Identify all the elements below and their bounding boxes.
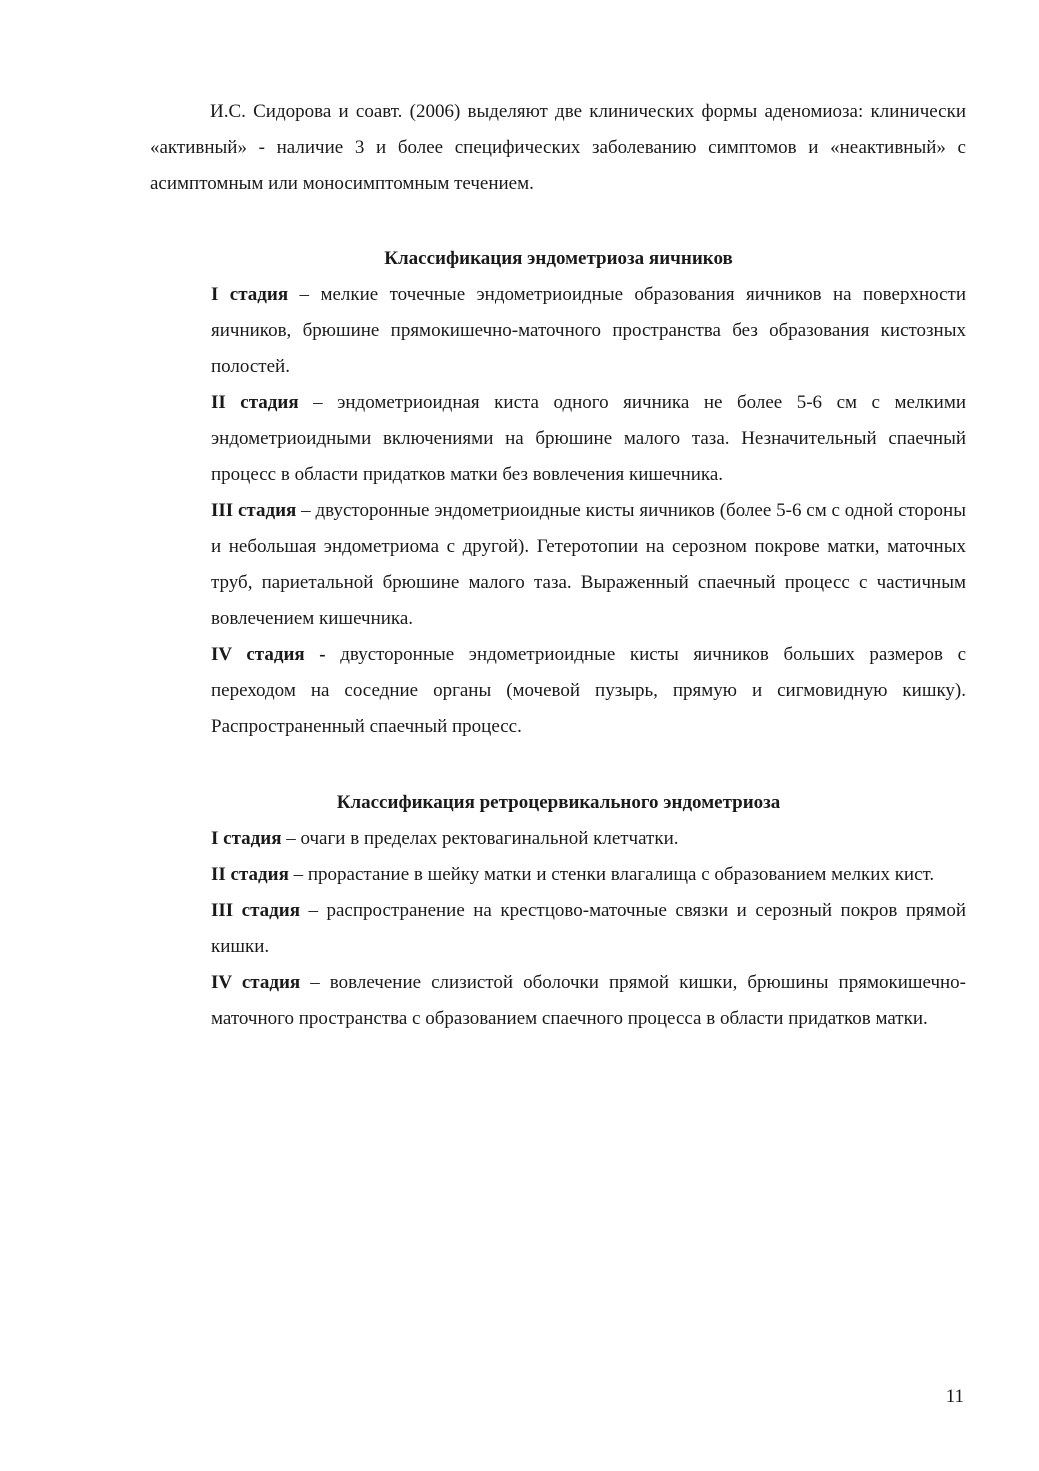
stage-label: IV стадия <box>211 972 301 993</box>
retrocervical-classification-section <box>211 785 966 1037</box>
ovarian-stage-1 <box>211 277 966 385</box>
retrocervical-stage-4 <box>211 965 966 1037</box>
stage-text: распространение на крестцово-маточные связки и серозный покров прямой кишки. <box>211 900 966 957</box>
stage-label: II стадия <box>211 864 289 885</box>
stage-separator: – <box>298 392 338 413</box>
ovarian-classification-title: Классификация эндометриоза яичников <box>384 248 733 269</box>
stage-label: IV стадия - <box>211 644 326 665</box>
retrocervical-classification-title: Классификация ретроцервикального эндометриоза <box>336 792 781 813</box>
stage-label: III стадия <box>211 900 301 921</box>
stage-separator: – <box>288 284 321 305</box>
stage-label: III стадия <box>211 500 297 521</box>
page-number: 11 <box>945 1386 964 1407</box>
retrocervical-stage-3 <box>211 893 966 965</box>
stage-text: двусторонные эндометриоидные кисты яичников больших размеров с переходом на соседние органы (мочевой пузырь, прямую и сигмовидную кишку). Распространенный спаечный процесс. <box>211 644 967 737</box>
stage-separator <box>326 644 341 665</box>
stage-text: эндометриоидная киста одного яичника не более 5-6 см с мелкими эндометриоидными включениями на брюшине малого таза. Незначительный спаечный процесс в области придатков матки без вовлечения кишечника. <box>211 392 967 485</box>
stage-separator: – <box>300 972 330 993</box>
stage-text: очаги в пределах ректовагинальной клетчатки. <box>300 828 679 849</box>
stage-separator: – <box>281 828 301 849</box>
stage-label: I стадия <box>211 284 289 305</box>
retrocervical-stage-2 <box>211 857 966 893</box>
ovarian-stage-4 <box>211 637 966 745</box>
stage-text: мелкие точечные эндометриоидные образования яичников на поверхности яичников, брюшине прямокишечно-маточного пространства без образования кистозных полостей. <box>211 284 967 377</box>
stage-label: I стадия <box>211 828 282 849</box>
ovarian-stage-3 <box>211 493 966 637</box>
stage-separator: – <box>300 900 327 921</box>
stage-text: прорастание в шейку матки и стенки влагалища с образованием мелких кист. <box>307 864 935 885</box>
stage-separator: – <box>296 500 316 521</box>
stage-label: II стадия <box>211 392 299 413</box>
stage-text: двусторонные эндометриоидные кисты яичников (более 5-6 см с одной стороны и небольшая эндометриома с другой). Гетеротопии на серозном покрове матки, маточных труб, париетальной брюшине малого таза. Выраженный спаечный процесс с частичным вовлечением кишечника. <box>211 500 966 629</box>
stage-text: вовлечение слизистой оболочки прямой кишки, брюшины прямокишечно-маточного пространства с образованием спаечного процесса в области придатков матки. <box>211 972 967 1029</box>
retrocervical-stage-1 <box>211 821 966 857</box>
ovarian-classification-section <box>211 241 966 745</box>
intro-paragraph: И.С. Сидорова и соавт. (2006) выделяют две клинических формы аденомиоза: клинически «активный» - наличие 3 и более специфических заболеванию симптомов и «неактивный» с асимптомным или моносимптомным течением. <box>150 101 966 194</box>
ovarian-stage-2 <box>211 385 966 493</box>
stage-separator: – <box>288 864 308 885</box>
